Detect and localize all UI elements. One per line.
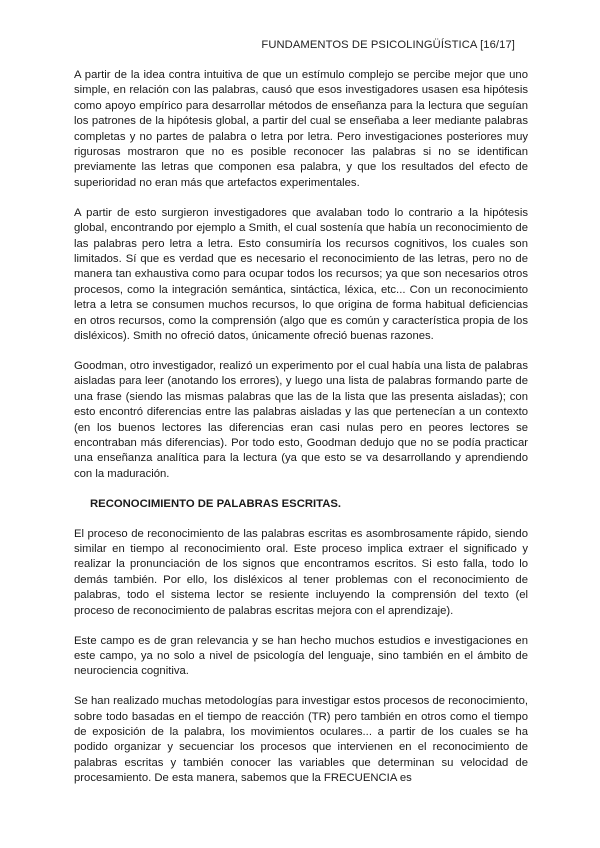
document-body <box>74 68 528 801</box>
paragraph-3: Goodman, otro investigador, realizó un experimento por el cual había una lista de palabras aisladas para leer (anotando los errores), y luego una lista de palabras formando parte de una frase (siendo las mismas palabras que las de la lista que las presenta aisladas); con esto encontró diferencias entre las palabras aisladas y las que pertenecían a un contexto (en los buenos lectores las diferencias eran casi nulas pero en peores lectores se encontraban más diferencias). Por todo esto, Goodman dedujo que no se podía practicar una enseñanza analítica para la lectura (ya que esto se va desarrollando y aprendiendo con la maduración. <box>74 359 528 480</box>
page-header: FUNDAMENTOS DE PSICOLINGÜÍSTICA [16/17] <box>261 39 515 51</box>
paragraph-2: A partir de esto surgieron investigadores que avalaban todo lo contrario a la hipótesis global, encontrando por ejemplo a Smith, el cual sostenía que había un reconocimiento de las palabras pero letra a letra. Esto consumiría los recursos cognitivos, los cuales son limitados. Sí que es verdad que es necesario el reconocimiento de las letras, pero no de manera tan exhaustiva como para ocupar todos los recursos; ya que son necesarios otros procesos, como la integración semántica, sintáctica, léxica, etc... Con un reconocimiento letra a letra se consumen muchos recursos, lo que origina de forma habitual deficiencias en otros recursos, como la comprensión (algo que es común y característica propia de los disléxicos). Smith no ofreció datos, únicamente ofreció buenas razones. <box>74 206 528 342</box>
section-paragraph-2: Este campo es de gran relevancia y se han hecho muchos estudios e investigaciones en este campo, ya no solo a nivel de psicología del lenguaje, sino también en el ámbito de neurociencia cognitiva. <box>74 634 528 678</box>
section-heading: RECONOCIMIENTO DE PALABRAS ESCRITAS. <box>90 497 342 510</box>
paragraph-1: A partir de la idea contra intuitiva de que un estímulo complejo se percibe mejor que uno simple, en relación con las palabras, causó que esos investigadores usasen esa hipótesis como apoyo empírico para desarrollar métodos de enseñanza para la lectura que seguían los patrones de la hipótesis global, a partir del cual se enseñaba a leer mediante palabras completas y no partes de palabra o letra por letra. Pero investigaciones posteriores muy rigurosas mostraron que no es posible reconocer las palabras si no se identifican previamente las letras que componen esa palabra, y que los resultados del efecto de superioridad no eran más que artefactos experimentales. <box>74 69 528 189</box>
section-paragraph-1: El proceso de reconocimiento de las palabras escritas es asombrosamente rápido, siendo similar en tiempo al reconocimiento oral. Este proceso implica extraer el significado y realizar la pronunciación de los signos que encontramos escritos. Si esto falla, todo lo demás también. Por ello, los disléxicos al tener problemas con el reconocimiento de palabras, todo el sistema lector se resiente incluyendo la comprensión del texto (el proceso de reconocimiento de palabras escritas mejora con el aprendizaje). <box>74 527 528 617</box>
section-paragraph-3: Se han realizado muchas metodologías para investigar estos procesos de reconocimiento, sobre todo basadas en el tiempo de reacción (TR) pero también en otros como el tiempo de exposición de la palabra, los movimientos oculares... a partir de los cuales se ha podido organizar y secuenciar los procesos que intervienen en el reconocimiento de palabras escritas y también conocer las variables que determinan su velocidad de procesamiento. De esta manera, sabemos que la FRECUENCIA es <box>74 695 528 785</box>
